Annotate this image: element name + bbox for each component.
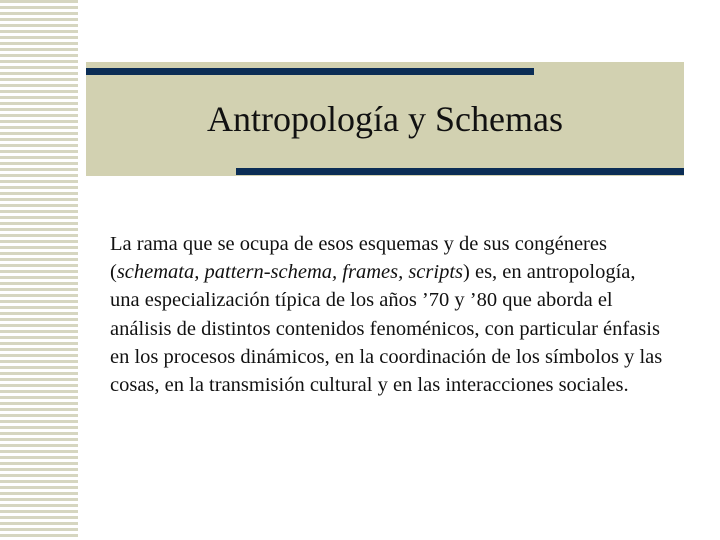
slide-body-text: [110, 230, 670, 399]
body-text-italic: schemata, pattern-schema, frames, scripts: [116, 261, 464, 284]
decorative-stripes: [0, 0, 78, 540]
accent-bar-bottom: [236, 168, 684, 175]
body-text-part2: ) es, en antropología, una especialización típica de los años ’70 y ’80 que aborda el análisis de distintos contenidos fenoménicos, con particular énfasis en los procesos dinámicos, en la coordinación de los símbolos y las cosas, en la transmisión cultural y en las interacciones sociales.: [110, 261, 663, 397]
body-text-part1: La rama que se ocupa de esos esquemas y de sus congéneres (: [110, 233, 607, 284]
accent-bar-top: [86, 68, 534, 75]
slide-title: Antropología y Schemas: [207, 99, 563, 139]
